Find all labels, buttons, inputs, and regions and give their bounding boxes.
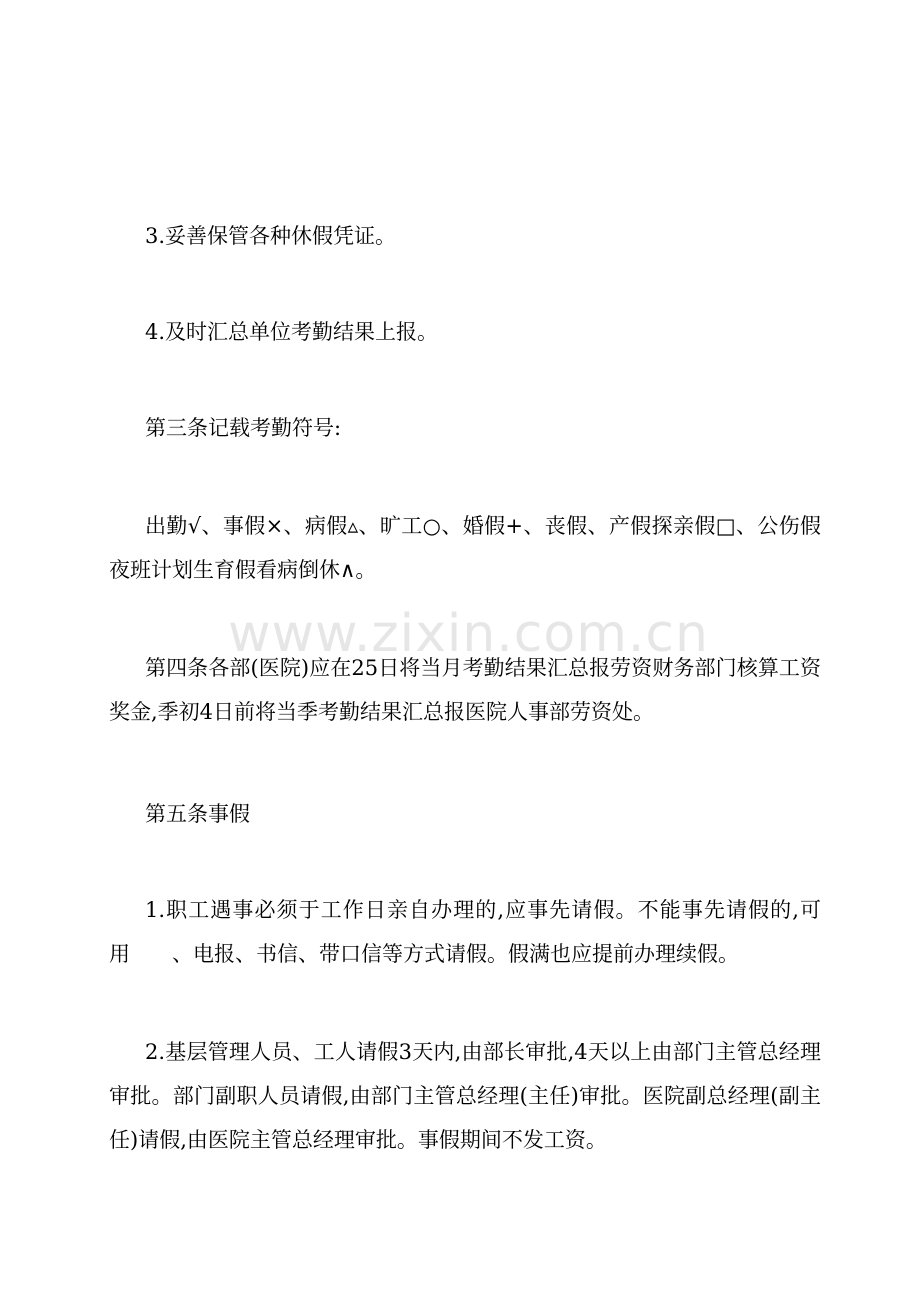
paragraph-article-5-heading: 第五条事假 [145, 802, 250, 826]
paragraph-leave-item-2: 2.基层管理人员、工人请假3天内,由部长审批,4天以上由部门主管总经理审批。部门副职人员请假,由部门主管总经理(主任)审批。医院副总经理(副主任)请假,由医院主管总经理审批。事假期间不发工资。 [109, 1040, 821, 1152]
paragraph-article-4: 第四条各部(医院)应在25日将当月考勤结果汇总报劳资财务部门核算工资奖金,季初4日前将当季考勤结果汇总报医院人事部劳资处。 [109, 656, 821, 724]
paragraph-article-3-heading: 第三条记载考勤符号: [145, 416, 342, 440]
paragraph-item-4: 4.及时汇总单位考勤结果上报。 [145, 320, 439, 344]
paragraph-item-3: 3.妥善保管各种休假凭证。 [145, 224, 397, 248]
paragraph-attendance-symbols: 出勤√、事假×、病假▵、旷工○、婚假+、丧假、产假探亲假□、公伤假夜班计划生育假看病倒休∧。 [109, 514, 821, 582]
watermark: www.zixin.com.cn [228, 604, 709, 664]
paragraph-leave-item-1: 1.职工遇事必须于工作日亲自办理的,应事先请假。不能事先请假的,可用 、电报、书信、带口信等方式请假。假满也应提前办理续假。 [109, 898, 821, 966]
